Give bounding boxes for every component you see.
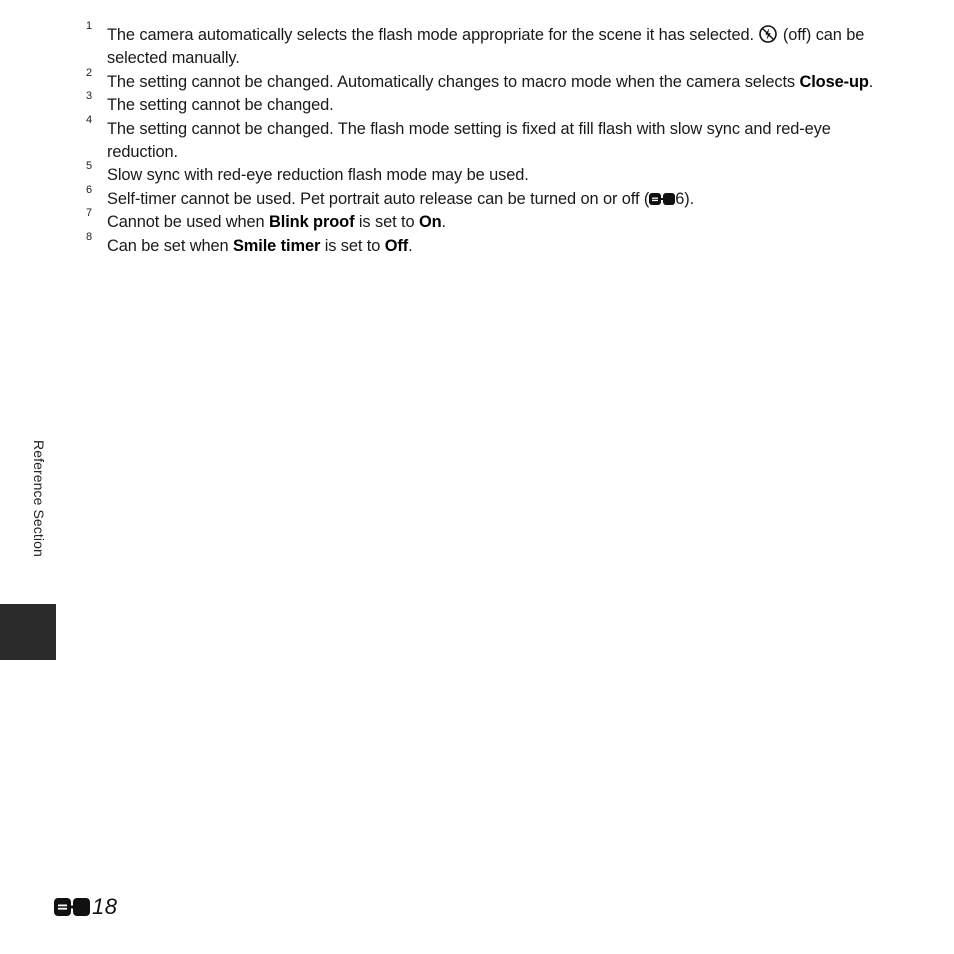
reference-page-link[interactable]: 6 (675, 189, 685, 208)
setting-name-blink-proof: Blink proof (269, 213, 355, 231)
footnote-text: Slow sync with red-eye reduction flash mode may be used. (107, 166, 529, 184)
setting-value-on: On (418, 213, 442, 231)
footnote-text: The setting cannot be changed. Automatically changes to macro mode when the camera selects (107, 72, 800, 91)
reference-section-icon[interactable] (649, 193, 675, 205)
footnote-number: 2 (86, 66, 93, 79)
footnote-4 (86, 113, 876, 164)
footnote-5 (86, 160, 876, 187)
footnote-text: Can be set when (107, 236, 233, 255)
page-number: 18 (92, 894, 118, 919)
footnote-text: Cannot be used when (107, 213, 270, 231)
setting-name-smile-timer: Smile timer (232, 236, 321, 255)
footnote-text: The setting cannot be changed. The flash mode setting is fixed at fill flash with slow sync and red-eye reduction. (107, 119, 831, 161)
footnote-text: . (868, 72, 874, 91)
footnote-3 (86, 90, 876, 117)
footnote-list (86, 20, 876, 258)
footnote-number: 5 (86, 160, 93, 172)
footnote-2 (86, 66, 876, 94)
footnote-7 (86, 207, 876, 234)
footnote-number: 1 (86, 20, 93, 32)
footnote-text: ). (684, 189, 695, 208)
footnote-number: 8 (86, 230, 93, 243)
footnote-text: The camera automatically selects the flash mode appropriate for the scene it has selected. (107, 26, 759, 44)
footnote-text: is set to (320, 236, 385, 255)
page-footer (54, 892, 117, 922)
setting-value-off: Off (384, 236, 409, 255)
footnote-number: 4 (86, 113, 93, 126)
footnote-text: . (408, 236, 413, 255)
reference-section-icon (54, 898, 90, 916)
footnote-number: 3 (86, 90, 93, 102)
footnote-text: (off) can be selected manually. (107, 26, 865, 67)
flash-off-icon (759, 25, 777, 43)
footnote-text: The setting cannot be changed. (107, 96, 334, 114)
footnote-text: . (441, 213, 446, 231)
setting-name-close-up: Close-up (799, 72, 869, 91)
footnote-text: Self-timer cannot be used. Pet portrait auto release can be turned on or off ( (107, 189, 650, 208)
section-side-label: Reference Section (31, 440, 47, 557)
footnote-8 (86, 230, 876, 258)
footnote-text: is set to (354, 213, 419, 231)
section-tab-marker (0, 604, 56, 660)
footnote-1 (86, 20, 876, 70)
footnote-number: 7 (86, 207, 93, 219)
footnote-number: 6 (86, 183, 93, 196)
footnote-6 (86, 183, 876, 211)
